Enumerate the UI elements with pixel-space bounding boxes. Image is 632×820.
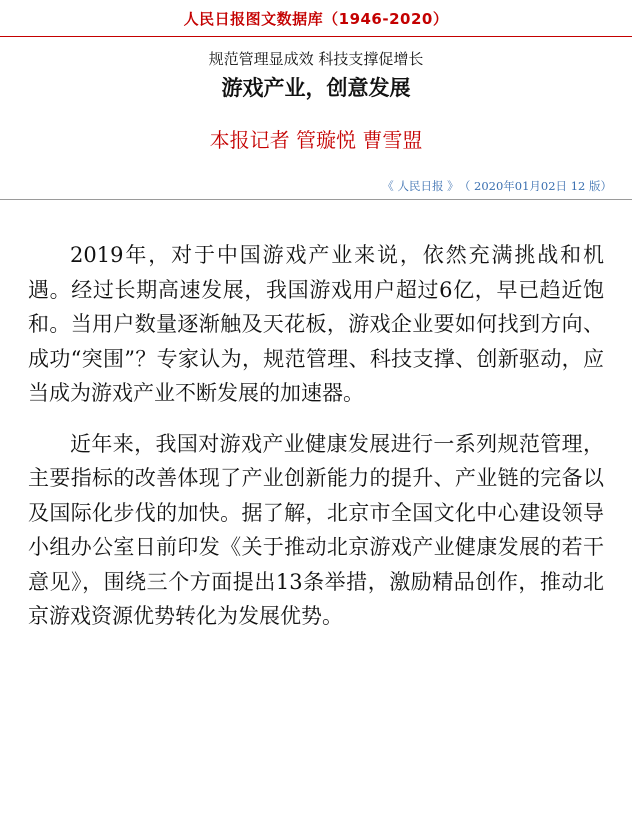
source-info [376,178,612,194]
publication-date-edition: （ 2020年01月02日 12 版） [464,179,612,193]
article-paragraph: 近年来，我国对游戏产业健康发展进行一系列规范管理，主要指标的改善体现了产业创新能力的提升、产业链的完备以及国际化步伐的加快。据了解，北京市全国文化中心建设领导小组办公室日前印发《关于推动北京游戏产业健康发展的若干意见》，围绕三个方面提出13条举措，激励精品创作，推动北京游戏资源优势转化为发展优势。 [28,431,604,628]
article-body [28,238,604,650]
newspaper-name-link[interactable]: 《 人民日报 》 [382,179,459,193]
article-paragraph: 2019年，对于中国游戏产业来说，依然充满挑战和机遇。经过长期高速发展，我国游戏用户超过6亿，早已趋近饱和。当用户数量逐渐触及天花板，游戏企业要如何找到方向、成功“突围”？专家认为，规范管理、科技支撑、创新驱动，应当成为游戏产业不断发展的加速器。 [28,243,604,405]
source-divider [0,199,632,200]
header-divider [0,36,632,37]
article-byline: 本报记者 管璇悦 曹雪盟 [209,128,423,152]
article-headline: 游戏产业，创意发展 [221,76,411,100]
database-title: 人民日报图文数据库（1946-2020） [183,10,449,28]
article-subheadline: 规范管理显成效 科技支撑促增长 [208,50,424,68]
